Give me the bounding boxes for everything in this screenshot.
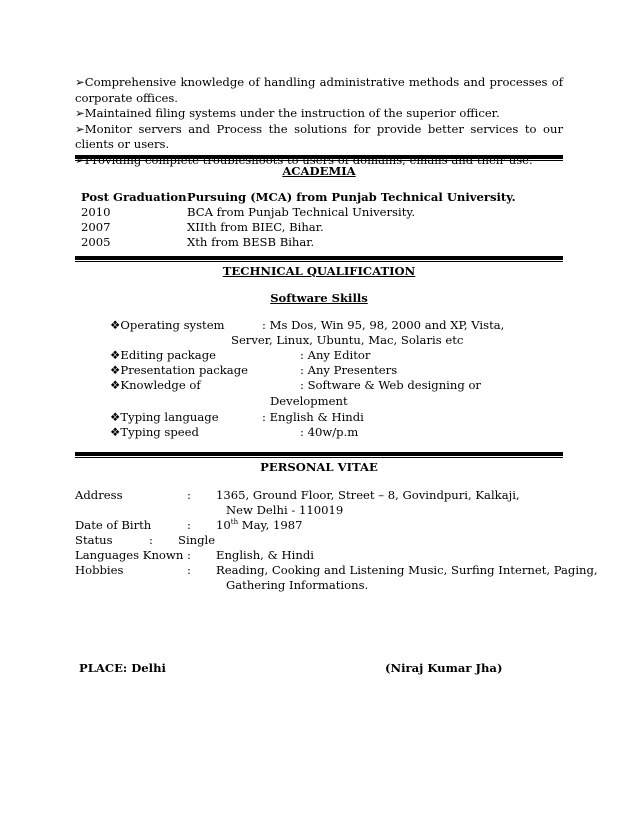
section-divider (75, 256, 563, 260)
signature-name: (Niraj Kumar Jha) (385, 661, 503, 675)
hobbies-value: Reading, Cooking and Listening Music, Surfing Internet, Paging, (216, 563, 598, 577)
academia-value: Pursuing (MCA) from Punjab Technical University. (187, 190, 516, 204)
diamond-bullet-icon: ❖ (110, 378, 121, 392)
skill-label: ❖Presentation package (110, 363, 249, 377)
personal-heading: PERSONAL VITAE (260, 460, 378, 474)
skill-value: : 40w/p.m (300, 425, 359, 439)
languages-label: Languages Known (75, 548, 184, 562)
dob-label: Date of Birth (75, 518, 152, 532)
skill-label: ❖Typing speed (110, 425, 199, 439)
address-value: 1365, Ground Floor, Street – 8, Govindpuri, Kalkaji, (216, 488, 520, 502)
arrow-bullet-icon: ➢ (75, 75, 85, 89)
skill-value-continued: Development (270, 394, 348, 408)
academia-label: 2007 (81, 220, 111, 234)
bullet-item: ➢Monitor servers and Process the solutions for provide better services to our clients or users. (75, 121, 563, 151)
skill-value: : English & Hindi (262, 410, 364, 424)
diamond-bullet-icon: ❖ (110, 363, 121, 377)
technical-heading: TECHNICAL QUALIFICATION (222, 264, 416, 278)
diamond-bullet-icon: ❖ (110, 425, 121, 439)
skill-label: ❖Operating system (110, 318, 225, 332)
diamond-bullet-icon: ❖ (110, 318, 121, 332)
colon: : (187, 548, 191, 562)
diamond-bullet-icon: ❖ (110, 410, 121, 424)
address-label: Address (75, 488, 123, 502)
academia-value: BCA from Punjab Technical University. (187, 205, 416, 219)
arrow-bullet-icon: ➢ (75, 106, 85, 120)
skill-label: ❖Editing package (110, 348, 216, 362)
software-skills-heading: Software Skills (270, 291, 368, 305)
skill-label: ❖Knowledge of (110, 378, 201, 392)
status-label: Status (75, 533, 113, 547)
skill-value: : Any Presenters (300, 363, 398, 377)
skill-value: : Ms Dos, Win 95, 98, 2000 and XP, Vista, (262, 318, 505, 332)
colon: : (187, 518, 191, 532)
section-divider (75, 155, 563, 159)
diamond-bullet-icon: ❖ (110, 348, 121, 362)
academia-heading: ACADEMIA (282, 164, 356, 178)
languages-value: English, & Hindi (216, 548, 314, 562)
arrow-bullet-icon: ➢ (75, 121, 85, 136)
academia-value: Xth from BESB Bihar. (187, 235, 315, 249)
address-value-continued: New Delhi - 110019 (226, 503, 344, 517)
hobbies-value-continued: Gathering Informations. (226, 578, 369, 592)
bullet-item: ➢Comprehensive knowledge of handling administrative methods and processes of corporate offices. (75, 75, 563, 105)
academia-label: 2010 (81, 205, 111, 219)
colon: : (187, 563, 191, 577)
skill-value: : Any Editor (300, 348, 371, 362)
status-value: Single (178, 533, 216, 547)
bullet-item: ➢Maintained filing systems under the instruction of the superior officer. (75, 106, 500, 120)
colon: : (149, 533, 153, 547)
academia-label: Post Graduation (81, 190, 187, 204)
academia-value: XIIth from BIEC, Bihar. (187, 220, 324, 234)
place-label: PLACE: Delhi (79, 661, 166, 675)
section-divider (75, 452, 563, 456)
dob-value: 10th May, 1987 (216, 518, 303, 532)
skill-value: : Software & Web designing or (300, 378, 481, 392)
hobbies-label: Hobbies (75, 563, 124, 577)
skill-value-continued: Server, Linux, Ubuntu, Mac, Solaris etc (231, 333, 464, 347)
academia-label: 2005 (81, 235, 111, 249)
skill-label: ❖Typing language (110, 410, 219, 424)
colon: : (187, 488, 191, 502)
